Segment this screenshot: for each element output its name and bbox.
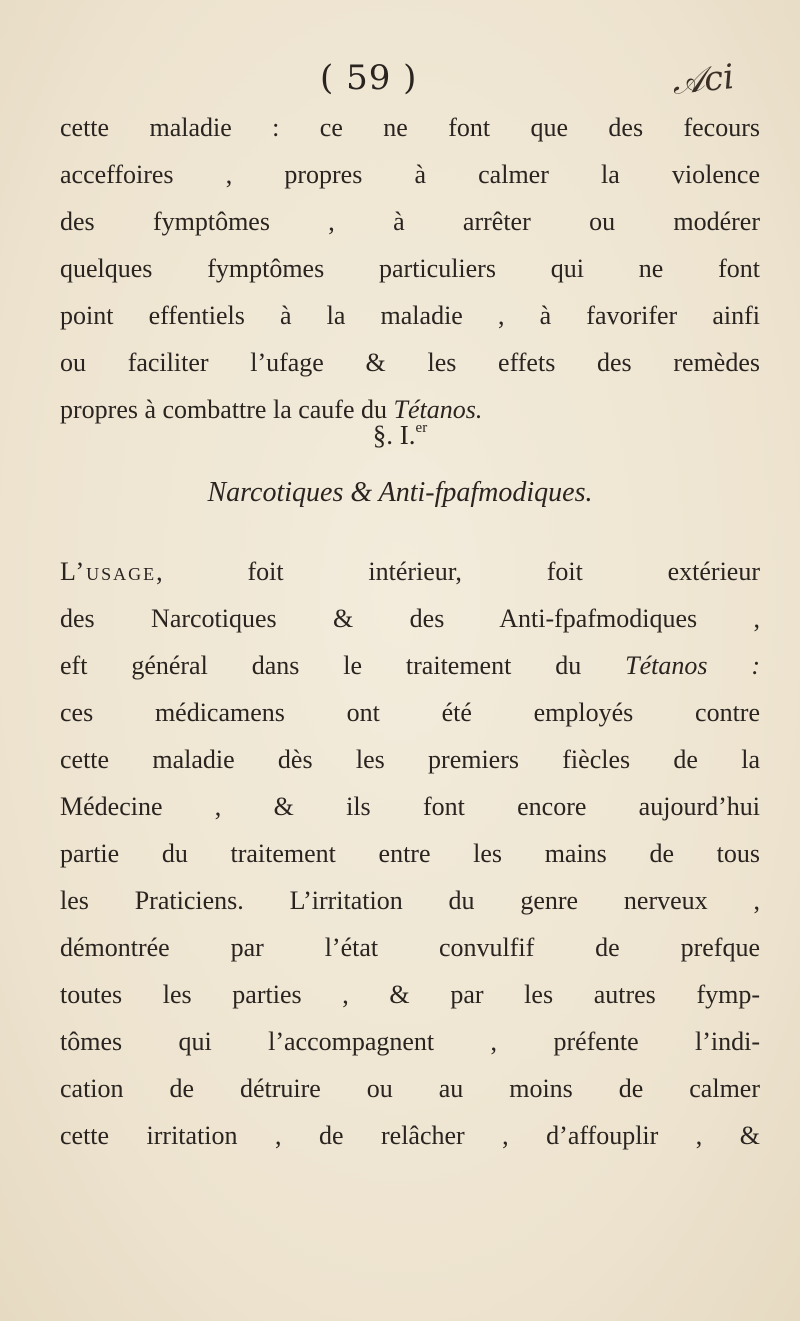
text-segment: propres à combattre la caufe du <box>60 395 394 424</box>
opening-word: L’usage <box>60 557 157 586</box>
text-line: cation de détruire ou au moins de calmer <box>60 1074 760 1103</box>
text-line <box>60 548 760 595</box>
text-line: ces médicamens ont été employés contre <box>60 698 760 727</box>
text-line: tômes qui l’accompagnent , préfente l’indi- <box>60 1027 760 1056</box>
text-line: les Praticiens. L’irritation du genre nerveux , <box>60 886 760 915</box>
text-line: ou faciliter l’ufage & les effets des remèdes <box>60 348 760 377</box>
text-line: cette maladie dès les premiers fiècles de la <box>60 745 760 774</box>
text-line: quelques fymptômes particuliers qui ne font <box>60 254 760 283</box>
text-line: cette maladie : ce ne font que des fecours <box>60 113 760 142</box>
paragraph-continuation <box>60 104 760 433</box>
handwritten-annotation: 𝒜ci <box>670 56 737 104</box>
text-line: des fymptômes , à arrêter ou modérer <box>60 207 760 236</box>
text-line <box>60 642 760 689</box>
text-line: démontrée par l’état convulfif de prefque <box>60 933 760 962</box>
section-title: Narcotiques & Anti-fpafmodiques. <box>207 477 593 508</box>
text-segment: eft général dans le traitement du <box>60 651 626 680</box>
text-line: partie du traitement entre les mains de tous <box>60 839 760 868</box>
page-number: ( 59 ) <box>320 58 418 98</box>
text-segment: , foit intérieur, foit extérieur <box>156 557 760 586</box>
section-mark-superscript: er <box>415 420 428 436</box>
paragraph-main <box>60 548 760 1159</box>
italic-term: Tétanos : <box>625 651 761 680</box>
text-line: Médecine , & ils font encore aujourd’hui <box>60 792 760 821</box>
section-number <box>0 420 800 451</box>
page-header <box>0 58 800 108</box>
text-line: des Narcotiques & des Anti-fpafmodiques , <box>60 604 760 633</box>
section-mark-text: §. I. <box>372 420 416 450</box>
text-line: acceffoires , propres à calmer la violence <box>60 160 760 189</box>
text-line: point effentiels à la maladie , à favorifer ainfi <box>60 301 760 330</box>
italic-term: Tétanos. <box>393 395 483 424</box>
text-line: toutes les parties , & par les autres fymp- <box>60 980 760 1009</box>
text-line: cette irritation , de relâcher , d’affouplir , & <box>60 1121 760 1150</box>
